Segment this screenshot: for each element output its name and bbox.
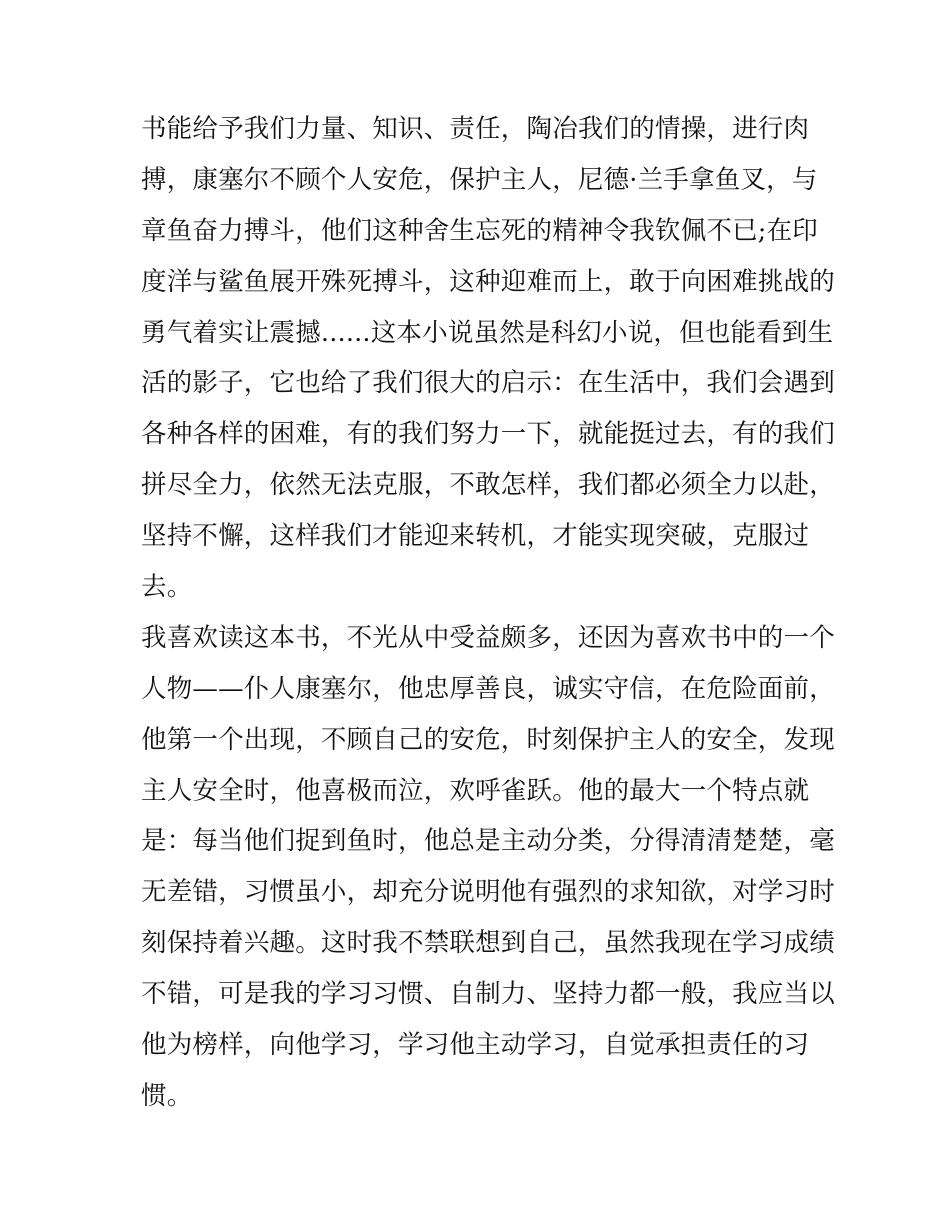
paragraph-line: 拼尽全力，依然无法克服，不敢怎样，我们都必须全力以赴，	[141, 470, 835, 501]
paragraph-line: 各种各样的困难，有的我们努力一下，就能挺过去，有的我们	[141, 419, 835, 450]
paragraph-line: 他为榜样，向他学习，学习他主动学习，自觉承担责任的习	[141, 1030, 810, 1061]
paragraph-line: 勇气着实让震撼......这本小说虽然是科幻小说，但也能看到生	[141, 317, 834, 348]
paragraph-2	[141, 613, 835, 1122]
paragraph-line: 是：每当他们捉到鱼时，他总是主动分类，分得清清楚楚，毫	[141, 826, 835, 857]
paragraph-line: 惯。	[141, 1080, 193, 1111]
paragraph-line: 主人安全时，他喜极而泣，欢呼雀跃。他的最大一个特点就	[141, 775, 810, 806]
paragraph-line: 无差错，习惯虽小，却充分说明他有强烈的求知欲，对学习时	[141, 877, 835, 908]
paragraph-line: 他第一个出现，不顾自己的安危，时刻保护主人的安全，发现	[141, 724, 835, 755]
paragraph-line: 人物——仆人康塞尔，他忠厚善良，诚实守信，在危险面前，	[141, 673, 835, 704]
paragraph-line: 活的影子，它也给了我们很大的启示：在生活中，我们会遇到	[141, 368, 835, 399]
paragraph-line: 刻保持着兴趣。这时我不禁联想到自己，虽然我现在学习成绩	[141, 928, 835, 959]
paragraph-line: 搏，康塞尔不顾个人安危，保护主人，尼德·兰手拿鱼叉，与	[141, 164, 818, 195]
paragraph-line: 书能给予我们力量、知识、责任，陶冶我们的情操，进行肉	[141, 114, 810, 144]
paragraph-line: 章鱼奋力搏斗，他们这种舍生忘死的精神令我钦佩不已;在印	[141, 215, 818, 246]
document-body	[141, 104, 835, 1122]
paragraph-line: 我喜欢读这本书，不光从中受益颇多，还因为喜欢书中的一个	[141, 622, 835, 653]
paragraph-line: 去。	[141, 572, 193, 603]
paragraph-line: 度洋与鲨鱼展开殊死搏斗，这种迎难而上，敢于向困难挑战的	[141, 266, 835, 297]
paragraph-line: 不错，可是我的学习习惯、自制力、坚持力都一般，我应当以	[141, 979, 835, 1010]
paragraph-1	[141, 104, 835, 613]
paragraph-line: 坚持不懈，这样我们才能迎来转机，才能实现突破，克服过	[141, 521, 810, 552]
